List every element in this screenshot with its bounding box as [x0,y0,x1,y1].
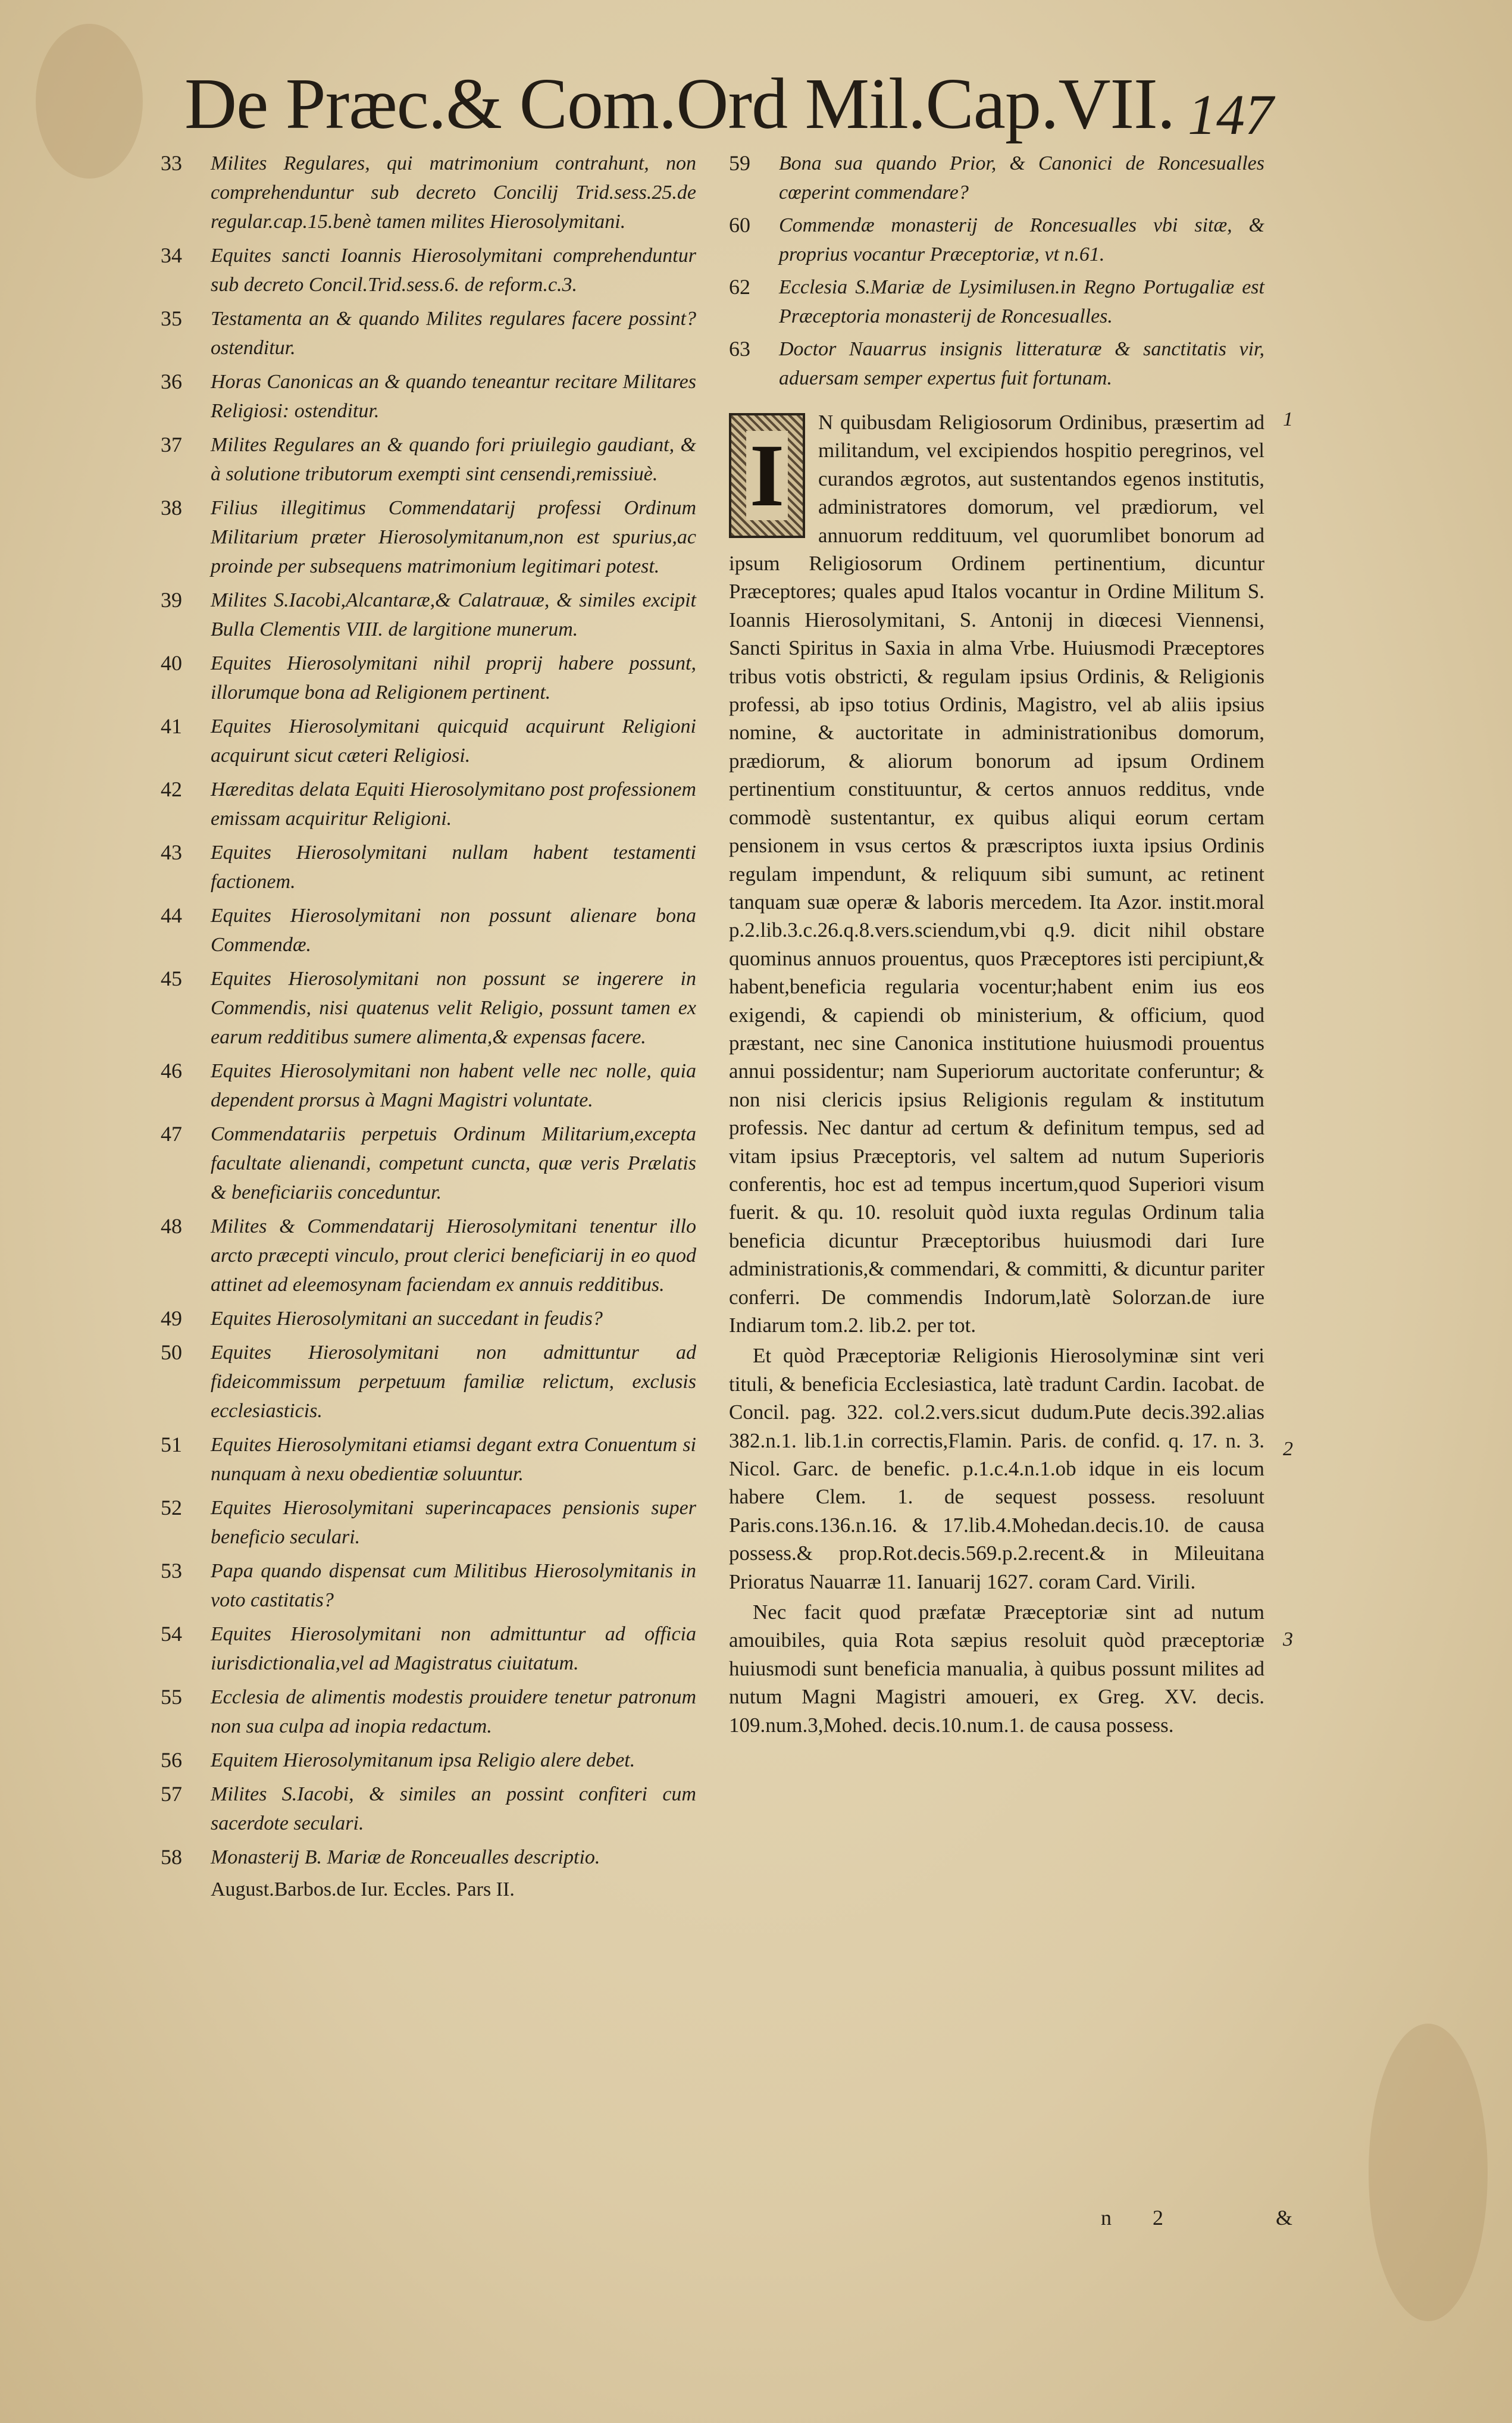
margin-note-3: 3 [1283,1628,1293,1650]
left-column [161,149,696,1903]
summary-number: 46 [161,1059,182,1083]
summary-item [161,1120,696,1207]
summary-number: 39 [161,588,182,612]
summary-item [161,1780,696,1838]
summary-item [729,334,1264,393]
summary-item [161,649,696,707]
summary-number: 42 [161,777,182,801]
decorated-initial [729,413,805,538]
summary-text: Hæreditas delata Equiti Hierosolymitano post professionem emissam acquiritur Religioni. [211,779,696,830]
summary-item [161,712,696,770]
summary-text: Milites Regulares an & quando fori priuilegio gaudiant, & à solutione tributorum exempti sint censendi,remissiuè. [211,434,696,485]
summary-number: 49 [161,1306,182,1330]
summary-item [161,241,696,299]
summary-item [161,586,696,644]
summary-number: 40 [161,651,182,675]
summary-number: 50 [161,1340,182,1364]
summary-item [161,304,696,362]
summary-number: 43 [161,840,182,864]
summary-number: 58 [161,1845,182,1869]
summary-text: Horas Canonicas an & quando teneantur recitare Militares Religiosi: ostenditur. [211,371,696,422]
summary-number: 37 [161,433,182,457]
summary-text: Monasterij B. Mariæ de Ronceualles descriptio. [211,1846,600,1868]
summary-list-left [161,149,696,1872]
summary-number: 48 [161,1214,182,1238]
summary-text: Ecclesia S.Mariæ de Lysimilusen.in Regno Portugaliæ est Præceptoria monasterij de Roncesualles. [779,276,1264,327]
main-text [729,408,1293,1739]
signature-text: n 2 [1101,2206,1181,2230]
summary-number: 41 [161,714,182,738]
summary-number: 47 [161,1122,182,1146]
summary-text: Equites Hierosolymitani etiamsi degant extra Conuentum si nunquam à nexu obedientiæ soluuntur. [211,1434,696,1485]
summary-text: Milites & Commendatarij Hierosolymitani tenentur illo arcto præcepti vinculo, prout clerici beneficiarij in eo quod attinet ad eleemosynam faciendam ex annuis redditibus. [211,1215,696,1296]
summary-number: 45 [161,967,182,990]
summary-number: 38 [161,496,182,520]
summary-number: 62 [729,275,750,299]
summary-number: 54 [161,1622,182,1646]
summary-item [161,367,696,426]
summary-item [161,775,696,833]
summary-text: Bona sua quando Prior, & Canonici de Roncesualles cœperint commendare? [779,152,1264,204]
summary-item [161,1556,696,1615]
signature-mark [1101,2205,1292,2230]
summary-number: 34 [161,243,182,267]
page-number: 147 [1188,83,1273,146]
summary-item [161,1683,696,1741]
summary-number: 57 [161,1782,182,1806]
footer-left: August.Barbos.de Iur. Eccles. Pars II. [211,1878,515,1900]
summary-item [161,838,696,896]
summary-text: Milites S.Iacobi, & similes an possint confiteri cum sacerdote seculari. [211,1783,696,1834]
drop-cap-letter: I [746,431,788,520]
running-header [184,62,1273,146]
summary-text: Doctor Nauarrus insignis litteraturæ & sanctitatis vir, aduersam semper expertus fuit fortunam. [779,338,1264,389]
margin-note-2: 2 [1283,1438,1293,1460]
summary-item [161,1212,696,1299]
summary-item [729,273,1264,331]
summary-number: 63 [729,337,750,361]
paragraph-3: Nec facit quod præfatæ Præceptoriæ sint ad nutum amouibiles, quia Rota sæpius resoluit quòd præceptoriæ huiusmodi sunt beneficia manualia, à quibus possunt milites ad nutum Magni Magistri amoueri, ex Greg. XV. decis. 109.num.3,Mohed. decis.10.num.1. de causa possess. [729,1600,1264,1737]
summary-text: Papa quando dispensat cum Militibus Hierosolymitanis in voto castitatis? [211,1560,696,1611]
summary-text: Equites Hierosolymitani non admittuntur ad officia iurisdictionalia,vel ad Magistratus ciuitatum. [211,1623,696,1674]
summary-number: 52 [161,1496,182,1520]
summary-item [161,1304,696,1333]
summary-text: Commendatariis perpetuis Ordinum Militarium,excepta facultate alienandi, competunt cuncta, quæ veris Prælatis & beneficiariis conceduntur. [211,1123,696,1203]
summary-list-right [729,149,1264,393]
summary-item [161,1338,696,1425]
summary-text: Filius illegitimus Commendatarij professi Ordinum Militarium præter Hierosolymitanum,non est spurius,ac proinde per subsequens matrimonium legitimari potest. [211,497,696,577]
summary-item [729,149,1264,207]
summary-item [161,1619,696,1678]
summary-text: Equites Hierosolymitani non possunt se ingerere in Commendis, nisi quatenus velit Religio, possunt tamen ex earum redditibus sumere alimenta,& expensas facere. [211,968,696,1048]
summary-text: Milites S.Iacobi,Alcantaræ,& Calatrauæ, & similes excipit Bulla Clementis VIII. de largitione munerum. [211,589,696,640]
summary-item [161,430,696,489]
summary-text: Equites Hierosolymitani nullam habent testamenti factionem. [211,842,696,893]
margin-note-1: 1 [1283,408,1293,430]
summary-item [161,1746,696,1775]
catchword: & [1276,2206,1293,2230]
summary-item [161,1430,696,1489]
summary-number: 44 [161,903,182,927]
summary-text: Commendæ monasterij de Roncesualles vbi sitæ, & proprius vocantur Præceptoriæ, vt n.61. [779,214,1264,265]
summary-text: Equites Hierosolymitani quicquid acquirunt Religioni acquirunt sicut cæteri Religiosi. [211,715,696,767]
summary-text: Equites Hierosolymitani non admittuntur ad fideicommissum perpetuum familiæ relictum, exclusis ecclesiasticis. [211,1342,696,1422]
paper-stain [36,24,143,179]
summary-item [729,211,1264,269]
summary-item [161,964,696,1052]
summary-text: Equites Hierosolymitani non habent velle nec nolle, quia dependent prorsus à Magni Magistri voluntate. [211,1060,696,1111]
summary-number: 56 [161,1748,182,1772]
summary-text: Equites sancti Ioannis Hierosolymitani comprehenduntur sub decreto Concil.Trid.sess.6. de reform.c.3. [211,245,696,296]
summary-text: Equites Hierosolymitani nihil proprij habere possunt, illorumque bona ad Religionem pertinent. [211,652,696,704]
summary-item [161,1056,696,1115]
summary-text: Equites Hierosolymitani an succedant in feudis? [211,1308,603,1330]
summary-text: Milites Regulares, qui matrimonium contrahunt, non comprehenduntur sub decreto Concilij Trid.sess.25.de regular.cap.15.benè tamen milites Hierosolymitani. [211,152,696,233]
summary-number: 35 [161,307,182,330]
paper-stain [1369,2024,1488,2321]
summary-text: Equitem Hierosolymitanum ipsa Religio alere debet. [211,1749,636,1771]
summary-number: 59 [729,151,750,175]
summary-item [161,149,696,236]
running-title: De Præc.& Com.Ord Mil.Cap.VII. [184,64,1175,144]
summary-text: Equites Hierosolymitani superincapaces pensionis super beneficio seculari. [211,1497,696,1548]
summary-number: 51 [161,1433,182,1456]
summary-item [161,901,696,959]
summary-item [161,1493,696,1552]
right-column [729,149,1293,1742]
summary-item [161,1843,696,1872]
summary-number: 60 [729,213,750,237]
summary-number: 53 [161,1559,182,1583]
summary-text: Testamenta an & quando Milites regulares facere possint? ostenditur. [211,308,696,359]
summary-text: Ecclesia de alimentis modestis prouidere tenetur patronum non sua culpa ad inopia redactum. [211,1686,696,1737]
summary-item [161,493,696,581]
summary-number: 33 [161,151,182,175]
paragraph-1: N quibusdam Religiosorum Ordinibus, præsertim ad militandum, vel excipiendos hospitio peregrinos, vel curandos ægrotos, aut sustentandos egenos institutis, administratores domorum, vel prædiorum, vel annuorum reddituum, vel quorumlibet bonorum ad ipsum Religiosorum Ordinem pertinentium, dicuntur Præceptores; quales apud Italos vocantur in Ordine Militum S. Ioannis Hierosolymitani, S. Antonij in diœcesi Viennensi, Sancti Spiritus in Saxia in alma Vrbe. Huiusmodi Præceptores tribus votis obstricti, & regulam ipsius Ordinis, & Religionis professi, ab ipso totius Ordinis, Magistro, vel ab aliis ipsius nomine, & auctoritate in administrationibus domorum, prædiorum, & aliorum bonorum ad ipsum Ordinem pertinentium constituuntur, & certos annuos redditus, vnde commodè sustentantur, ex quibus aliqui eorum certam pensionem in vsus certos & præscriptos iuxta ipsius Ordinis regulam impendunt, & reliquum sibi sumunt, ac retinent tanquam suæ operæ & laboris mercedem. Ita Azor. instit.moral p.2.lib.3.c.26.q.8.vers.sciendum,vbi q.9. dicit nihil obstare quominus annuos prouentus, quos Præceptores isti percipiunt,& habent,beneficia regularia vocentur;habent enim ius eos exigendi, & capiendi ob ministerium, & officium, quod præstant, nec sine Canonica institutione huiusmodi prouentus annui possidentur; nam Superiorum auctoritate conferuntur; & non nisi clericis ipsius Religionis regulam & institutum professis. Nec dantur ad certum & definitum tempus, sed ad vitam ipsius Præceptoris, vel saltem ad nutum Superioris conferentis, hoc est ad tempus incertum,quod Superiori visum fuerit. & qu. 10. resoluit quòd iuxta regulas Ordinum talia beneficia dicuntur Præceptoribus huiusmodi dari Iure administrationis,& commendari, & committi, & dicuntur pariter conferri. De commendis Indorum,latè Solorzan.de iure Indiarum tom.2. lib.2. per tot. [729,411,1264,1337]
summary-text: Equites Hierosolymitani non possunt alienare bona Commendæ. [211,905,696,956]
summary-number: 36 [161,370,182,393]
summary-number: 55 [161,1685,182,1709]
paragraph-2: Et quòd Præceptoriæ Religionis Hierosolyminæ sint veri tituli, & beneficia Ecclesiastica, latè tradunt Cardin. Iacobat. de Concil. pag. 322. col.2.vers.sicut dudum.Pute decis.392.alias 382.n.1. lib.1.in correctis,Flamin. Paris. de confid. q. 17. n. 3. Nicol. Garc. de benefic. p.1.c.4.n.1.ob idque in eis locum habere Clem. 1. de sequest possess. resoluunt Paris.cons.136.n.16. & 17.lib.4.Mohedan.decis.10. de causa possess.& prop.Rot.decis.569.p.2.recent.& in Mileuitana Prioratus Nauarræ 11. Ianuarij 1627. coram Card. Virili. [729,1344,1264,1593]
